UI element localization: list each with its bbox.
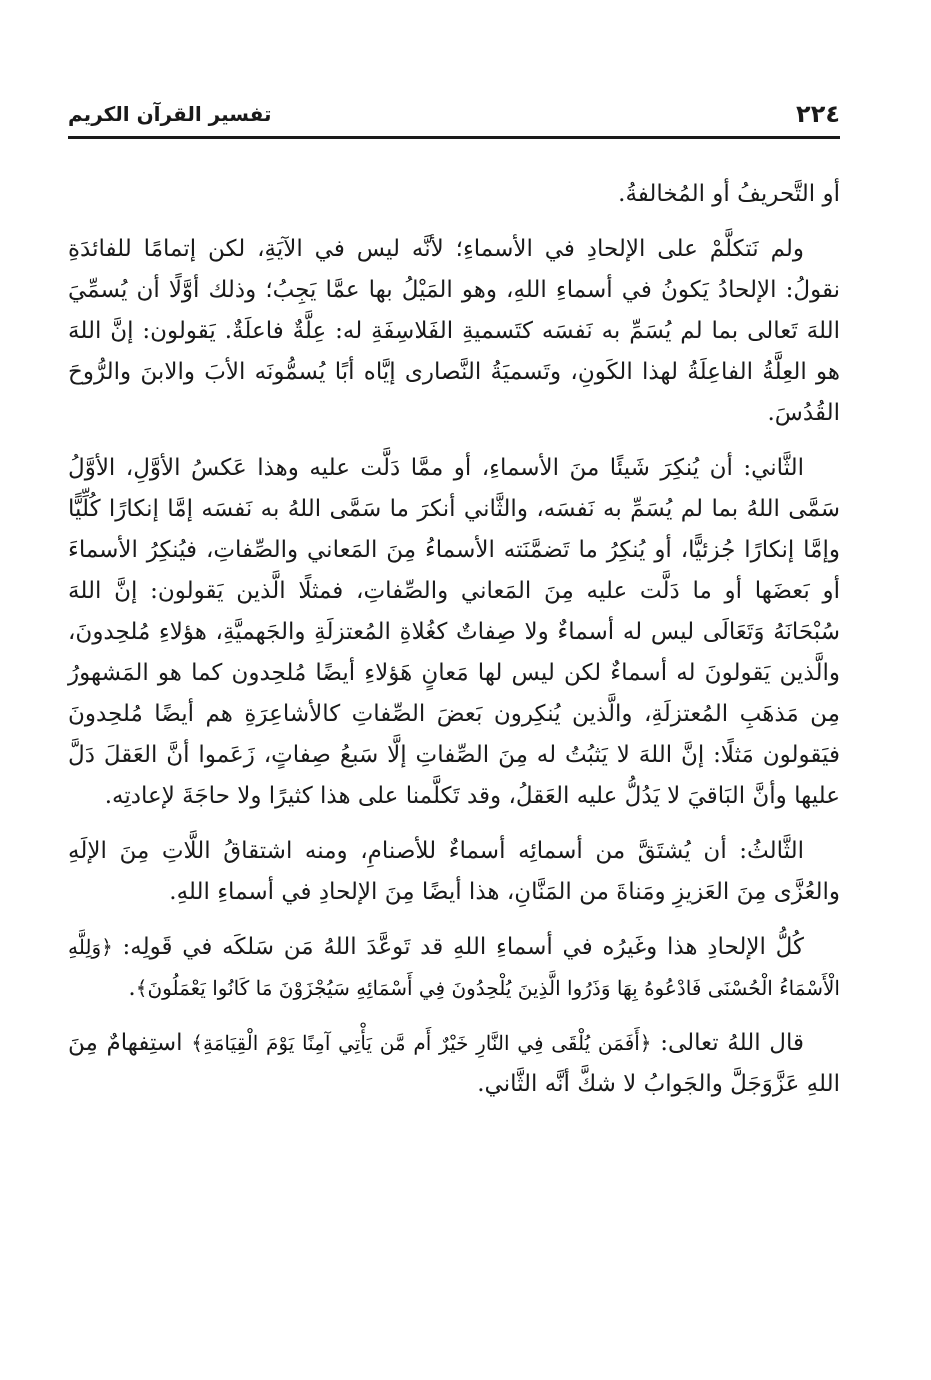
paragraph-6-end: استِفهامٌ مِنَ اللهِ عَزَّوَجَلَّ والجَوابُ لا شكَّ أنَّه الثَّاني.	[68, 1030, 840, 1097]
page-number: ٢٢٤	[796, 100, 840, 128]
quran-verse-1: ﴿وَلِلَّهِ الْأَسْمَاءُ الْحُسْنَى فَادْعُوهُ بِهَا وَذَرُوا الَّذِينَ يُلْحِدُونَ فِي أَسْمَائِهِ سَيُجْزَوْنَ مَا كَانُوا يَعْمَلُونَ﴾	[68, 935, 840, 1000]
header-divider	[68, 136, 840, 139]
page-body	[68, 174, 840, 1119]
paragraph-5-text: كُلُّ الإلحادِ هذا وغَيرُه في أسماءِ اللهِ قد تَوعَّدَ اللهُ مَن سَلكَه في قَولِه:	[112, 934, 804, 960]
paragraph-3: الثَّاني: أن يُنكِرَ شَيئًا منَ الأسماءِ، أو ممَّا دَلَّت عليه وهذا عَكسُ الأوَّلِ، الأوَّلُ سَمَّى اللهُ بما لم يُسَمِّ به نَفسَه، والثَّاني أنكرَ ما سَمَّى اللهُ به نَفسَه إمَّا إنكارًا كُلِّيًّا وإمَّا إنكارًا جُزئيًّا، أو يُنكِرُ ما تَضمَّنَته الأسماءُ مِنَ المَعاني والصِّفاتِ، فيُنكِرُ الأسماءَ أو بَعضَها أو ما دَلَّت عليه مِنَ المَعاني والصِّفاتِ، فمثلًا الَّذين يَقولون: إنَّ اللهَ سُبْحَانَهُ وَتَعَالَى ليس له أسماءٌ ولا صِفاتٌ كغُلاةِ المُعتزلَةِ والجَهميَّةِ، هؤلاءِ مُلحِدونَ، والَّذين يَقولونَ له أسماءٌ لكن ليس لها مَعانٍ هَؤلاءِ أيضًا مُلحِدون كما هو المَشهورُ مِن مَذهَبِ المُعتزلَةِ، والَّذين يُنكِرون بَعضَ الصِّفاتِ كالأشاعِرَةِ هم أيضًا مُلحِدونَ فيَقولون مَثلًا: إنَّ اللهَ لا يَثبُتُ له مِنَ الصِّفاتِ إلَّا سَبعُ صِفاتٍ، زَعَموا أنَّ العَقلَ دَلَّ عليها وأنَّ البَاقيَ لا يَدُلُّ عليه العَقلُ، وقد تَكلَّمنا على هذا كثيرًا ولا حاجَةَ لإعادتِه.	[68, 455, 840, 809]
paragraph-4: الثَّالثُ: أن يُشتَقَّ من أسمائِه أسماءٌ للأصنامِ، ومنه اشتقاقُ اللَّاتِ مِنَ الإلَهِ والعُزَّى مِنَ العَزيزِ ومَناةَ من المَنَّانِ، هذا أيضًا مِنَ الإلحادِ في أسماءِ اللهِ.	[68, 838, 840, 905]
paragraph-6-text: قال اللهُ تعالى:	[651, 1030, 805, 1056]
book-title: تفسير القرآن الكريم	[68, 102, 272, 126]
paragraph-5	[68, 927, 840, 1009]
paragraph-5-end: .	[128, 975, 136, 1001]
paragraph-2: ولم نَتكلَّمْ على الإلحادِ في الأسماءِ؛ لأنَّه ليس في الآيَةِ، لكن إتمامًا للفائدَةِ نقولُ: الإلحادُ يَكونُ في أسماءِ اللهِ، وهو المَيْلُ بها عمَّا يَجِبُ؛ وذلك أوَّلًا أن يُسمِّيَ اللهَ تَعالى بما لم يُسَمِّ به نَفسَه كتَسميةِ الفَلاسِفَةِ له: عِلَّةٌ فاعلَةٌ. يَقولون: إنَّ اللهَ هو العِلَّةُ الفاعِلَةُ لهذا الكَونِ، وتَسميَةُ النَّصارى إيَّاه أبًا يُسمُّونَه الأبَ والابنَ والرُّوحَ القُدُسَ.	[68, 236, 840, 426]
paragraph-1: أو التَّحريفُ أو المُخالفةُ.	[618, 181, 840, 207]
page-header	[68, 98, 840, 138]
quran-verse-2: ﴿أَفَمَن يُلْقَى فِي النَّارِ خَيْرٌ أَم مَّن يَأْتِي آمِنًا يَوْمَ الْقِيَامَةِ﴾	[191, 1031, 652, 1055]
paragraph-6	[68, 1023, 840, 1105]
